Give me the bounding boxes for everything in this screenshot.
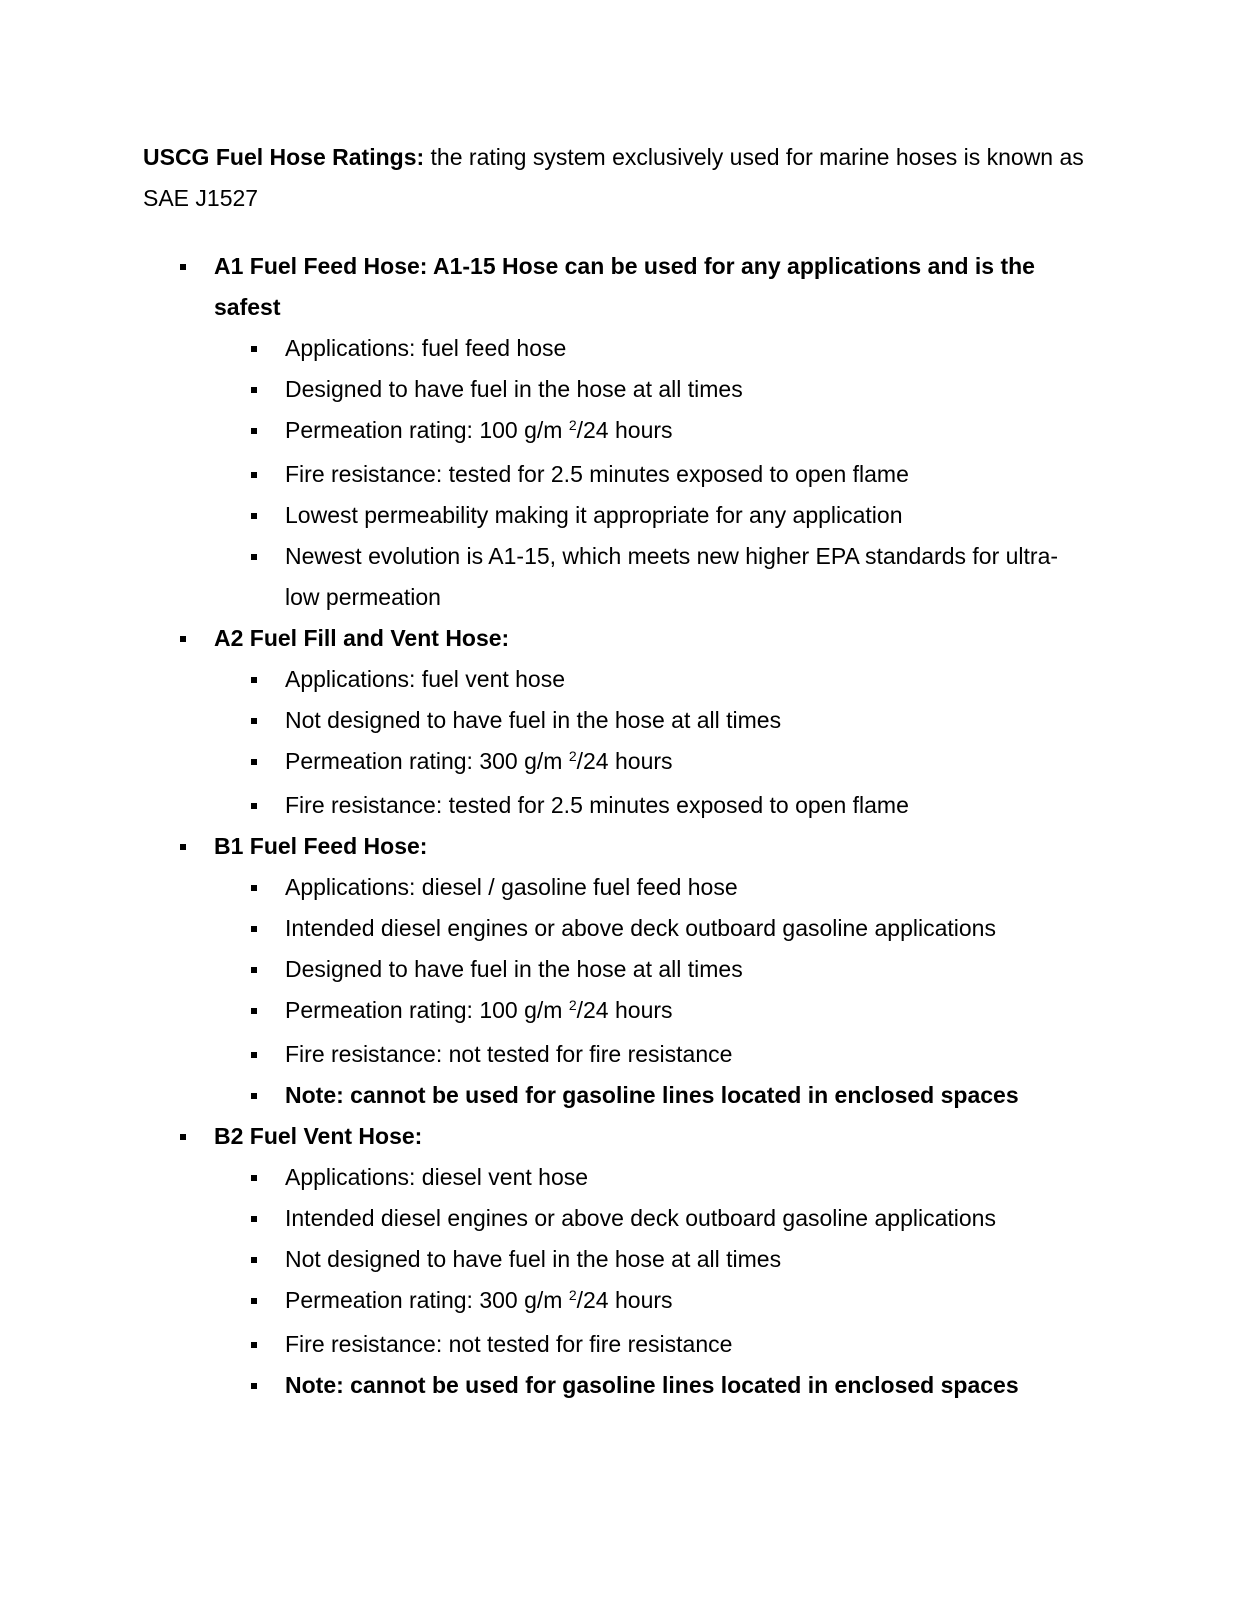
item-text-suffix: /24 hours <box>576 748 673 774</box>
square-bullet-icon <box>251 677 257 683</box>
item-text: Intended diesel engines or above deck outboard gasoline applications <box>285 1205 996 1231</box>
square-bullet-icon <box>251 1257 257 1263</box>
list-item <box>214 410 1086 454</box>
list-item <box>214 1280 1086 1324</box>
item-text: Lowest permeability making it appropriate for any application <box>285 502 903 528</box>
square-bullet-icon <box>180 1134 186 1140</box>
list-item <box>214 1034 1086 1075</box>
section-items <box>214 328 1086 618</box>
list-item <box>214 454 1086 495</box>
square-bullet-icon <box>180 844 186 850</box>
square-bullet-icon <box>251 718 257 724</box>
item-text: Fire resistance: not tested for fire resistance <box>285 1331 733 1357</box>
list-item <box>214 785 1086 826</box>
item-text: Fire resistance: tested for 2.5 minutes exposed to open flame <box>285 461 909 487</box>
section-items <box>214 867 1086 1116</box>
item-text: Fire resistance: tested for 2.5 minutes exposed to open flame <box>285 792 909 818</box>
section-items <box>214 659 1086 826</box>
superscript: 2 <box>568 1287 577 1303</box>
section-title: A1 Fuel Feed Hose: A1-15 Hose can be used for any applications and is the safest <box>214 253 1035 320</box>
square-bullet-icon <box>251 346 257 352</box>
section-title: A2 Fuel Fill and Vent Hose: <box>214 625 510 651</box>
intro-paragraph <box>143 137 1093 219</box>
square-bullet-icon <box>251 387 257 393</box>
list-item <box>214 741 1086 785</box>
square-bullet-icon <box>251 1052 257 1058</box>
square-bullet-icon <box>251 1093 257 1099</box>
item-text: Fire resistance: not tested for fire resistance <box>285 1041 733 1067</box>
item-text: Applications: diesel vent hose <box>285 1164 589 1190</box>
list-item <box>214 700 1086 741</box>
item-text-suffix: /24 hours <box>576 997 673 1023</box>
list-item <box>214 908 1086 949</box>
note-item <box>214 1075 1086 1116</box>
square-bullet-icon <box>251 1175 257 1181</box>
superscript: 2 <box>568 997 577 1013</box>
superscript: 2 <box>568 417 577 433</box>
item-text: Permeation rating: 100 g/m <box>285 997 569 1023</box>
intro-heading: USCG Fuel Hose Ratings: <box>143 144 425 170</box>
section-b1 <box>0 826 1236 1116</box>
item-text: Not designed to have fuel in the hose at all times <box>285 707 782 733</box>
item-text: Designed to have fuel in the hose at all times <box>285 376 743 402</box>
square-bullet-icon <box>251 554 257 560</box>
item-text: Intended diesel engines or above deck outboard gasoline applications <box>285 915 996 941</box>
note-text: Note: cannot be used for gasoline lines located in enclosed spaces <box>285 1372 1019 1398</box>
superscript: 2 <box>568 748 577 764</box>
square-bullet-icon <box>251 1342 257 1348</box>
square-bullet-icon <box>251 513 257 519</box>
section-items <box>214 1157 1086 1406</box>
square-bullet-icon <box>180 636 186 642</box>
square-bullet-icon <box>251 1298 257 1304</box>
square-bullet-icon <box>251 926 257 932</box>
list-item <box>214 990 1086 1034</box>
item-text: Newest evolution is A1-15, which meets new higher EPA standards for ultra-low permeation <box>285 543 1059 610</box>
section-title: B1 Fuel Feed Hose: <box>214 833 428 859</box>
section-a2 <box>0 618 1236 826</box>
list-item <box>214 495 1086 536</box>
list-item <box>214 1324 1086 1365</box>
item-text: Permeation rating: 300 g/m <box>285 748 569 774</box>
square-bullet-icon <box>251 759 257 765</box>
list-item <box>214 1157 1086 1198</box>
square-bullet-icon <box>251 428 257 434</box>
square-bullet-icon <box>180 264 186 270</box>
item-text: Permeation rating: 100 g/m <box>285 417 569 443</box>
note-item <box>214 1365 1086 1406</box>
section-title: B2 Fuel Vent Hose: <box>214 1123 423 1149</box>
list-item <box>214 328 1086 369</box>
item-text: Applications: fuel feed hose <box>285 335 567 361</box>
square-bullet-icon <box>251 1008 257 1014</box>
square-bullet-icon <box>251 1383 257 1389</box>
list-item <box>214 1198 1086 1239</box>
item-text: Applications: fuel vent hose <box>285 666 566 692</box>
square-bullet-icon <box>251 472 257 478</box>
square-bullet-icon <box>251 967 257 973</box>
intro-text: the rating system exclusively used for marine hoses is known as SAE J1527 <box>143 144 1084 211</box>
list-item <box>214 867 1086 908</box>
section-b2 <box>0 1116 1236 1406</box>
list-item <box>214 536 1086 618</box>
list-item <box>214 659 1086 700</box>
item-text-suffix: /24 hours <box>576 1287 673 1313</box>
list-item <box>214 369 1086 410</box>
square-bullet-icon <box>251 803 257 809</box>
square-bullet-icon <box>251 885 257 891</box>
hose-rating-list <box>0 246 1236 1406</box>
item-text: Designed to have fuel in the hose at all times <box>285 956 743 982</box>
section-a1 <box>0 246 1236 618</box>
item-text-suffix: /24 hours <box>576 417 673 443</box>
list-item <box>214 949 1086 990</box>
item-text: Applications: diesel / gasoline fuel feed hose <box>285 874 738 900</box>
item-text: Permeation rating: 300 g/m <box>285 1287 569 1313</box>
item-text: Not designed to have fuel in the hose at all times <box>285 1246 782 1272</box>
list-item <box>214 1239 1086 1280</box>
square-bullet-icon <box>251 1216 257 1222</box>
note-text: Note: cannot be used for gasoline lines located in enclosed spaces <box>285 1082 1019 1108</box>
